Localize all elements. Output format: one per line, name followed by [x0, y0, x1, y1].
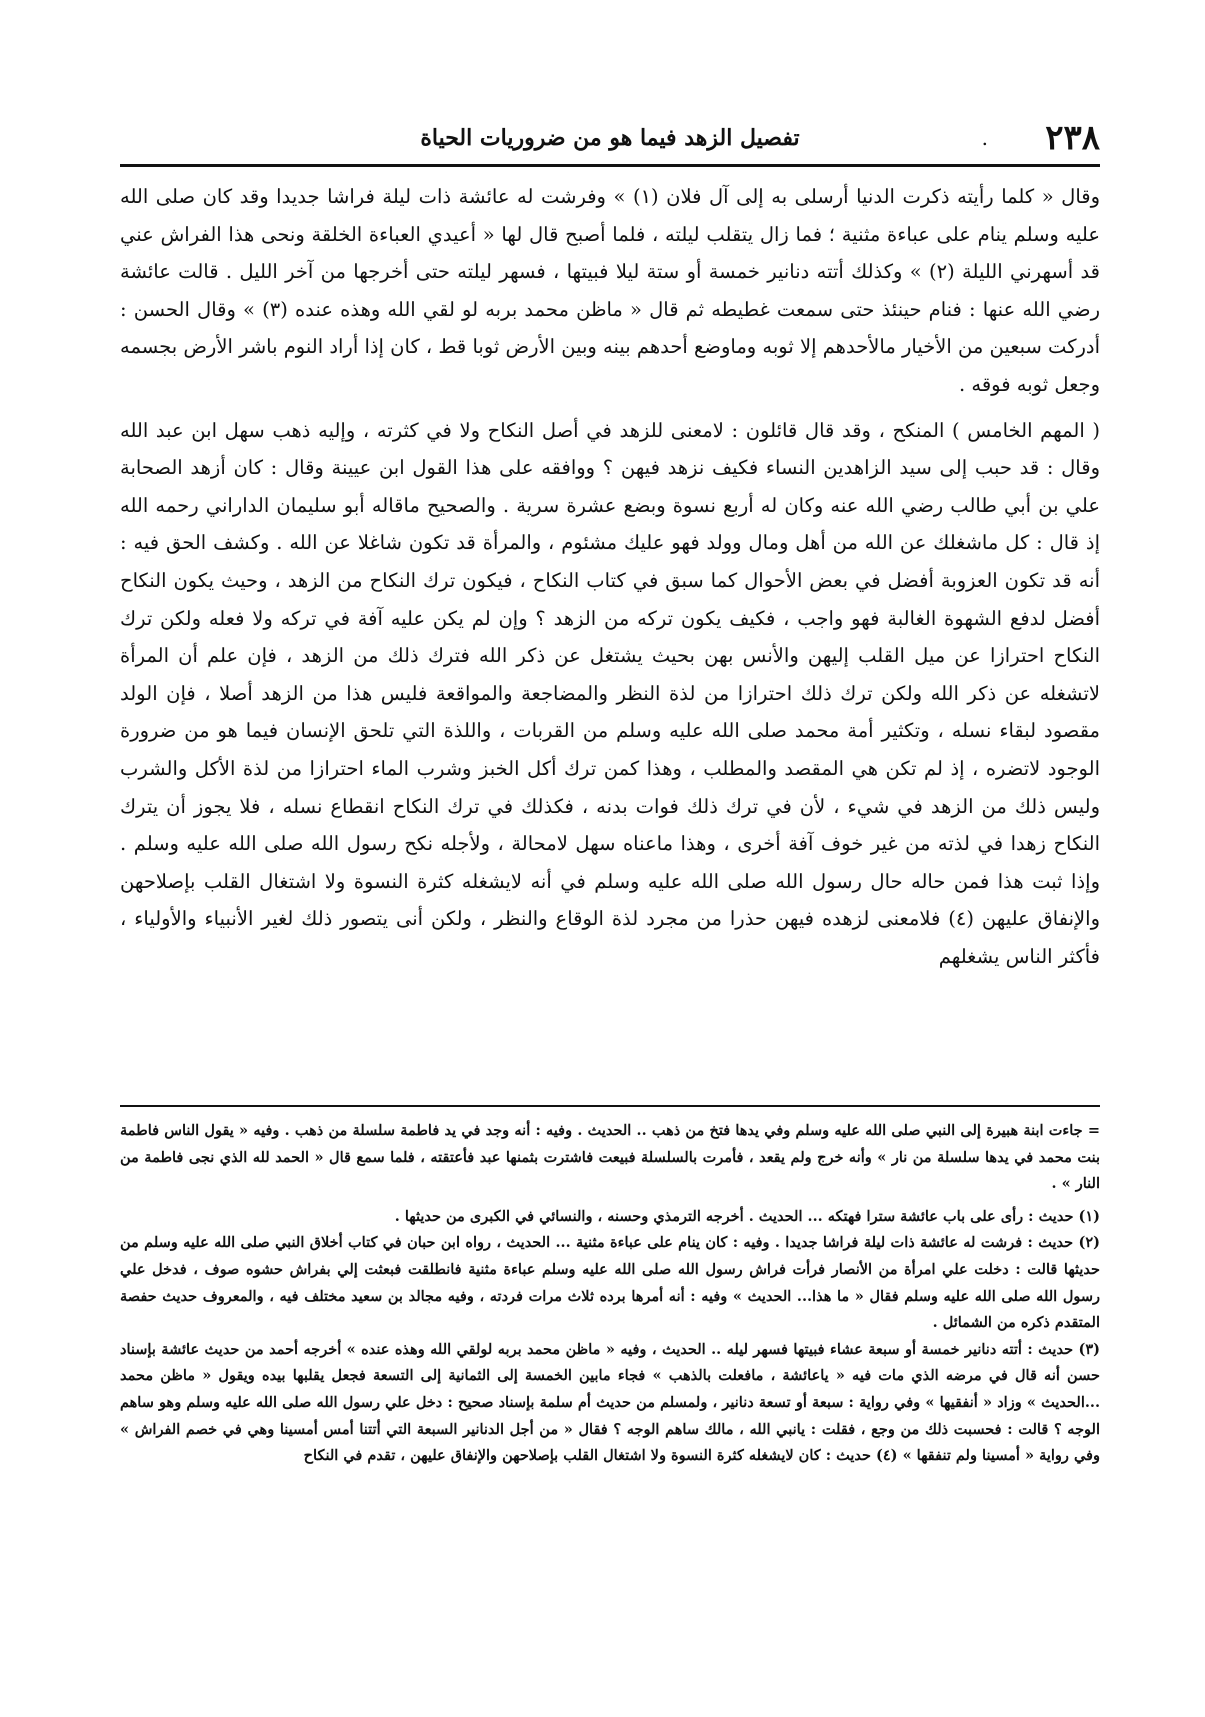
- main-text: [120, 178, 1100, 975]
- page-number: ٢٣٨: [1045, 118, 1100, 158]
- page-header: [120, 118, 1100, 158]
- footnote: (٢) حديث : فرشت له عائشة ذات ليلة فراشا جديدا . وفيه : كان ينام على عباءة مثنية ... الحديث ، رواه ابن حبان في كتاب أخلاق النبي صلى الله عليه وسلم من حديثها قالت : دخلت علي امرأة من الأنصار فرأت فراش رسول الله صلى الله عليه وسلم عباءة مثنية فانطلقت فبعثت إلي بفراش حشوه صوف ، فدخل علي رسول الله صلى الله عليه وسلم فقال « ما هذا... الحديث » وفيه : أنه أمرها برده ثلاث مرات فردته ، وفيه مجالد بن سعيد مختلف فيه ، والمعروف حديث حفصة المتقدم ذكره من الشمائل .: [120, 1234, 1100, 1332]
- footnote-continuation: = جاءت ابنة هبيرة إلى النبي صلى الله عليه وسلم وفي يدها فتخ من ذهب .. الحديث . وفيه : أنه وجد في يد فاطمة سلسلة من ذهب . وفيه « يقول الناس فاطمة بنت محمد في يدها سلسلة من نار » وأنه خرج ولم يقعد ، فأمرت بالسلسلة فبيعت فاشترت بثمنها عبد فأعتقته ، فلما سمع قال « الحمد لله الذي نجى فاطمة من النار » .: [120, 1122, 1100, 1193]
- paragraph: وقال « كلما رأيته ذكرت الدنيا أرسلى به إلى آل فلان (١) » وفرشت له عائشة ذات ليلة فراشا جديدا وقد كان صلى الله عليه وسلم ينام على عباءة مثنية ؛ فما زال يتقلب ليلته ، فلما أصبح قال لها « أعيدي العباءة الخلقة ونحى هذا الفراش عني قد أسهرني الليلة (٢) » وكذلك أتته دنانير خمسة أو ستة ليلا فبيتها ، فسهر ليلته حتى أخرجها من آخر الليل . قالت عائشة رضي الله عنها : فنام حينئذ حتى سمعت غطيطه ثم قال « ماظن محمد بربه لو لقي الله وهذه عنده (٣) » وقال الحسن : أدركت سبعين من الأخيار مالأحدهم إلا ثوبه وماوضع أحدهم بينه وبين الأرض ثوبا قط ، كان إذا أراد النوم باشر الأرض بجسمه وجعل ثوبه فوقه .: [120, 185, 1101, 396]
- footnote: (١) حديث : رأى على باب عائشة سترا فهتكه ... الحديث . أخرجه الترمذي وحسنه ، والنسائي في الكبرى من حديثها .: [394, 1207, 1100, 1225]
- footnote: (٣) حديث : أتته دنانير خمسة أو سبعة عشاء فبيتها فسهر ليله .. الحديث ، وفيه « ماظن محمد بربه لولقي الله وهذه عنده » أخرجه أحمد من حديث عائشة بإسناد حسن أنه قال في مرضه الذي مات فيه « ياعائشة ، مافعلت بالذهب » فجاء مابين الخمسة إلى الثمانية إلى التسعة فجعل يقلبها بيده ويقول « ماظن محمد ...الحديث » وزاد « أنفقيها » وفي رواية : سبعة أو تسعة دنانير ، ولمسلم من حديث أم سلمة بإسناد صحيح : دخل علي رسول الله صلى الله عليه وسلم وهو ساهم الوجه ؟ قالت : فحسبت ذلك من وجع ، فقلت : يانبي الله ، مالك ساهم الوجه ؟ فقال « من أجل الدنانير السبعة التي أتتنا أمس أمسينا وهي في خصم الفراش » وفي رواية « أمسينا ولم تنفقها » (٤) حديث : كان لايشغله كثرة النسوة ولا اشتغال القلب بإصلاحهن والإنفاق عليهن ، تقدم في النكاح: [120, 1340, 1100, 1465]
- footnote-separator: [120, 1105, 1100, 1107]
- footnotes: [120, 1118, 1100, 1470]
- header-rule: [120, 164, 1100, 167]
- header-dot: .: [981, 126, 988, 150]
- paragraph: ( المهم الخامس ) المنكح ، وقد قال قائلون : لامعنى للزهد في أصل النكاح ولا في كثرته ، وإليه ذهب سهل ابن عبد الله وقال : قد حبب إلى سيد الزاهدين النساء فكيف نزهد فيهن ؟ ووافقه على هذا القول ابن عيينة وقال : كان أزهد الصحابة علي بن أبي طالب رضي الله عنه وكان له أربع نسوة وبضع عشرة سرية . والصحيح ماقاله أبو سليمان الداراني رحمه الله إذ قال : كل ماشغلك عن الله من أهل ومال وولد فهو عليك مشئوم ، والمرأة قد تكون شاغلا عن الله . وكشف الحق فيه : أنه قد تكون العزوبة أفضل في بعض الأحوال كما سبق في كتاب النكاح ، فيكون ترك النكاح من الزهد ، وحيث يكون النكاح أفضل لدفع الشهوة الغالبة فهو واجب ، فكيف يكون تركه من الزهد ؟ وإن لم يكن عليه آفة في تركه ولا فعله ولكن ترك النكاح احترازا عن ميل القلب إليهن والأنس بهن بحيث يشتغل عن ذكر الله فترك ذلك من الزهد ، فإن علم أن المرأة لاتشغله عن ذكر الله ولكن ترك ذلك احترازا من لذة النظر والمضاجعة والمواقعة فليس هذا من الزهد أصلا ، فإن الولد مقصود لبقاء نسله ، وتكثير أمة محمد صلى الله عليه وسلم من القربات ، واللذة التي تلحق الإنسان فيما هو من ضرورة الوجود لاتضره ، إذ لم تكن هي المقصد والمطلب ، وهذا كمن ترك أكل الخبز وشرب الماء احترازا من لذة الأكل والشرب وليس ذلك من الزهد في شيء ، لأن في ترك ذلك فوات بدنه ، فكذلك في ترك النكاح انقطاع نسله ، فلا يجوز أن يترك النكاح زهدا في لذته من غير خوف آفة أخرى ، وهذا ماعناه سهل لامحالة ، ولأجله نكح رسول الله صلى الله عليه وسلم . وإذا ثبت هذا فمن حاله حال رسول الله صلى الله عليه وسلم في أنه لايشغله كثرة النسوة ولا اشتغال القلب بإصلاحهن والإنفاق عليهن (٤) فلامعنى لزهده فيهن حذرا من مجرد لذة الوقاع والنظر ، ولكن أنى يتصور ذلك لغير الأنبياء والأولياء ، فأكثر الناس يشغلهم: [120, 418, 1100, 968]
- running-title: تفصيل الزهد فيما هو من ضروريات الحياة: [420, 125, 800, 151]
